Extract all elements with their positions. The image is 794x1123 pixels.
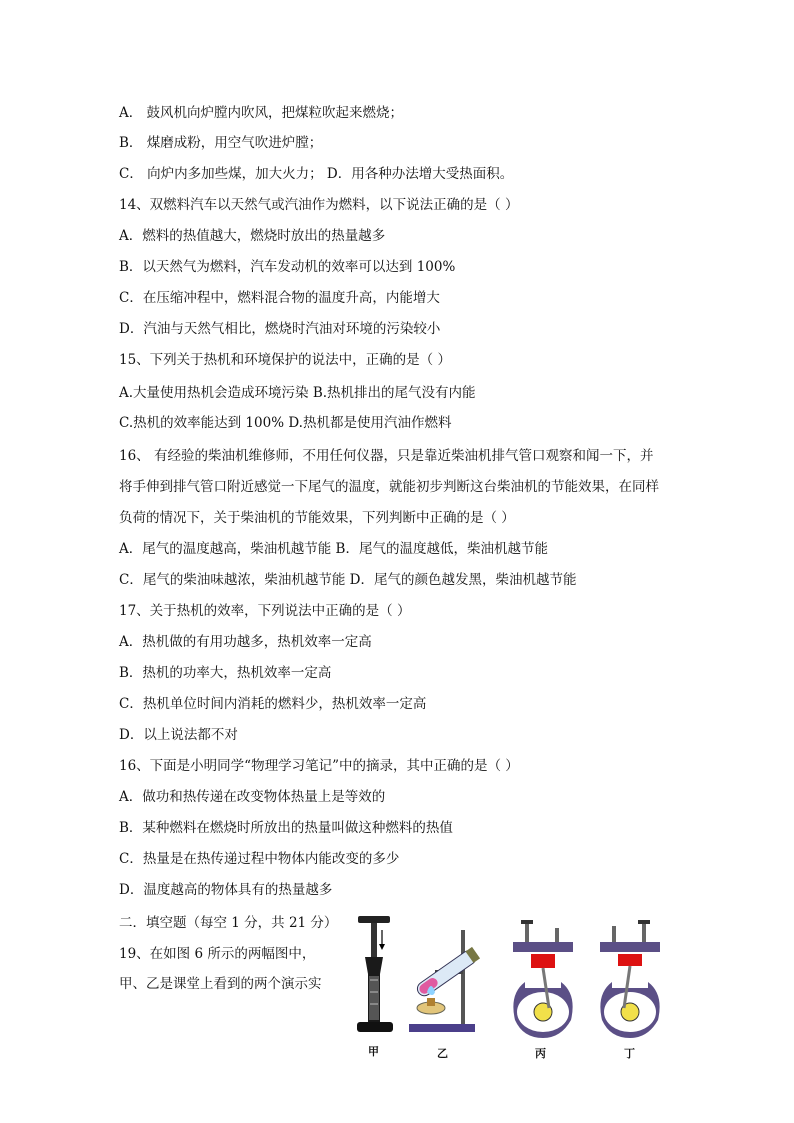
options-cd: C.热机的效率能达到 100% D.热机都是使用汽油作燃料 [119,415,452,431]
option-d: D．以上说法都不对 [119,727,238,743]
question-16a: 16、 有经验的柴油机维修师，不用任何仪器，只是靠近柴油机排气管口观察和闻一下，并 [119,448,654,464]
option-a: A．做功和热传递在改变物体热量上是等效的 [119,789,386,805]
option-a: A．燃料的热值越大，燃烧时放出的热量越多 [119,228,386,244]
option-a: A．热机做的有用功越多，热机效率一定高 [119,634,372,650]
question-16a-cont: 将手伸到排气管口附近感觉一下尾气的温度，就能初步判断这台柴油机的节能效果，在同样 [119,479,659,495]
figure-label: 丙 [535,1047,546,1060]
question-16b: 16、下面是小明同学“物理学习笔记”中的摘录，其中正确的是（ ） [119,758,519,774]
section-heading: 二．填空题（每空 1 分，共 21 分） [119,915,338,931]
fire-syringe-figure [352,912,402,1040]
engine-figure-d [592,912,668,1040]
figure-label: 丁 [624,1047,635,1060]
options-ab: A．尾气的温度越高，柴油机越节能 B．尾气的温度越低，柴油机越节能 [119,541,548,557]
question-14: 14、双燃料汽车以天然气或汽油作为燃料，以下说法正确的是（ ） [119,197,519,213]
question-17: 17、关于热机的效率，下列说法中正确的是（ ） [119,603,411,619]
text-line: A． 鼓风机向炉膛内吹风，把煤粒吹起来燃烧； [119,105,404,121]
option-c: C．在压缩冲程中，燃料混合物的温度升高，内能增大 [119,290,440,306]
test-tube-heating-figure [405,928,495,1038]
question-15: 15、下列关于热机和环境保护的说法中，正确的是（ ） [119,352,451,368]
question-19-cont: 甲、乙是课堂上看到的两个演示实 [119,976,322,992]
option-c: C．热机单位时间内消耗的燃料少，热机效率一定高 [119,696,427,712]
options-ab: A.大量使用热机会造成环境污染 B.热机排出的尾气没有内能 [119,385,476,401]
option-b: B．热机的功率大，热机效率一定高 [119,665,332,681]
option-b: B．以天然气为燃料，汽车发动机的效率可以达到 100% [119,259,456,275]
option-d: D．温度越高的物体具有的热量越多 [119,882,333,898]
question-16a-cont: 负荷的情况下，关于柴油机的节能效果，下列判断中正确的是（ ） [119,510,515,526]
question-19: 19、在如图 6 所示的两幅图中， [119,946,316,962]
option-c: C．热量是在热传递过程中物体内能改变的多少 [119,851,400,867]
options-cd: C．尾气的柴油味越浓，柴油机越节能 D．尾气的颜色越发黑，柴油机越节能 [119,572,577,588]
figure-label: 甲 [368,1045,379,1058]
text-line: C． 向炉内多加些煤，加大火力； D．用各种办法增大受热面积。 [119,166,514,182]
text-line: B． 煤磨成粉，用空气吹进炉膛； [119,135,323,151]
option-b: B．某种燃料在燃烧时所放出的热量叫做这种燃料的热值 [119,820,453,836]
engine-figure-c [505,912,581,1040]
figure-label: 乙 [437,1047,448,1060]
option-d: D．汽油与天然气相比，燃烧时汽油对环境的污染较小 [119,321,441,337]
